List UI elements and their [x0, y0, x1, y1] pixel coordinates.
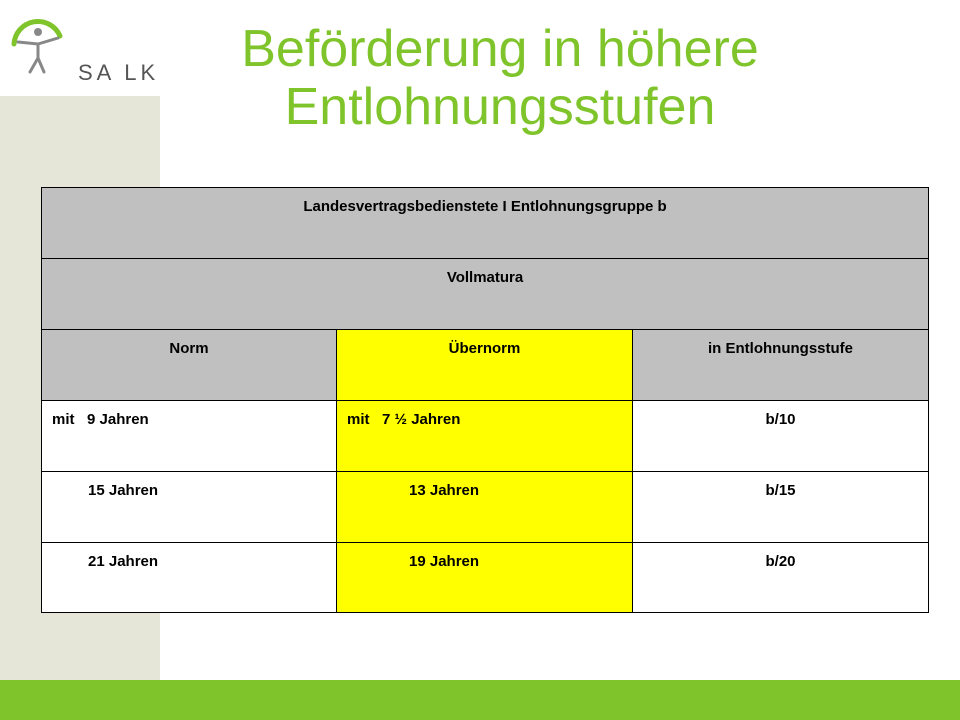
column-header-uebernorm: Übernorm — [337, 330, 633, 401]
table-cell-norm: 21 Jahren — [42, 543, 337, 613]
column-header-norm: Norm — [42, 330, 337, 401]
logo-text: SA LK — [78, 60, 160, 85]
table-header-qualification: Vollmatura — [42, 259, 929, 330]
table-row — [42, 543, 929, 613]
page-title — [180, 20, 820, 136]
title-line-1: Beförderung in höhere — [241, 20, 759, 78]
table-cell-norm: 15 Jahren — [42, 472, 337, 543]
salk-logo — [8, 18, 168, 85]
promotion-table — [41, 187, 929, 613]
table-header-row — [42, 259, 929, 330]
bottom-bar — [0, 680, 960, 720]
table-cell-stufe: b/10 — [633, 401, 929, 472]
table-cell-stufe: b/15 — [633, 472, 929, 543]
person-figure-icon — [8, 18, 68, 78]
table-cell-uebernorm: 19 Jahren — [337, 543, 633, 613]
table-column-headers — [42, 330, 929, 401]
cell-text: mit 9 Jahren — [52, 411, 149, 428]
table-header-row — [42, 188, 929, 259]
table-header-group: Landesvertragsbedienstete I Entlohnungsgruppe b — [42, 188, 929, 259]
cell-text: mit 7 ½ Jahren — [347, 411, 461, 428]
table-cell-stufe: b/20 — [633, 543, 929, 613]
title-line-2: Entlohnungsstufen — [284, 78, 716, 136]
table-row — [42, 472, 929, 543]
table-cell-uebernorm — [337, 401, 633, 472]
table-cell-uebernorm: 13 Jahren — [337, 472, 633, 543]
table-row — [42, 401, 929, 472]
table-cell-norm — [42, 401, 337, 472]
column-header-stufe: in Entlohnungsstufe — [633, 330, 929, 401]
